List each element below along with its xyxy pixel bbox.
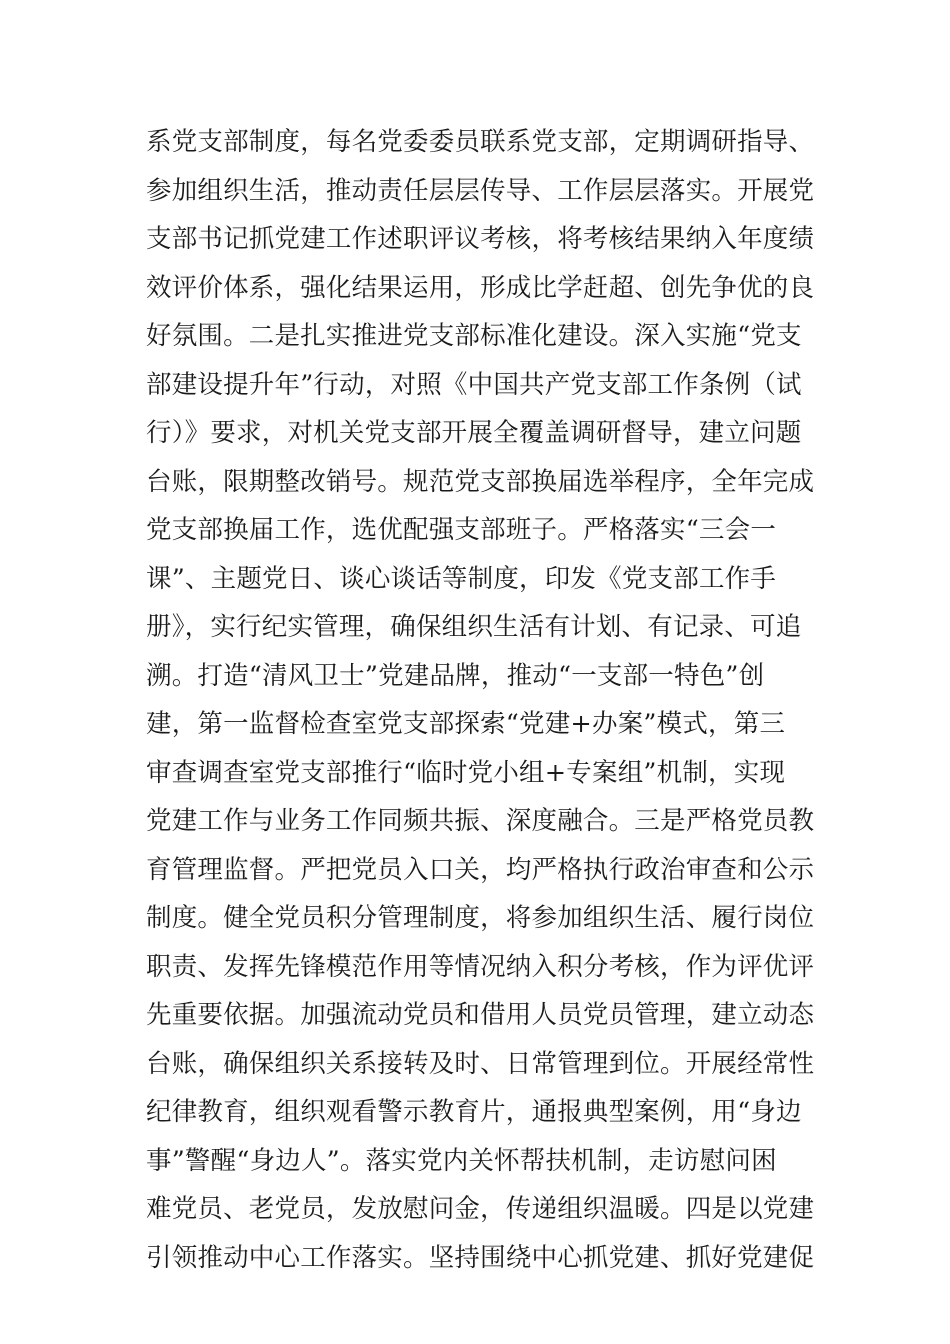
text-line: 建，第一监督检查室党支部探索“党建+办案”模式，第三 (146, 709, 786, 739)
text-line: 参加组织生活，推动责任层层传导、工作层层落实。开展党 (146, 175, 815, 206)
text-line: 党建工作与业务工作同频共振、深度融合。三是严格党员教 (146, 806, 815, 836)
text-line: 制度。健全党员积分管理制度，将参加组织生活、履行岗位 (146, 903, 815, 933)
text-line: 纪律教育，组织观看警示教育片，通报典型案例，用“身边 (146, 1097, 802, 1127)
text-line: 行）》要求，对机关党支部开展全覆盖调研督导，建立问题 (146, 418, 802, 448)
body-text (146, 118, 846, 1282)
text-line: 效评价体系，强化结果运用，形成比学赶超、创先争优的良 (146, 272, 815, 303)
text-line: 难党员、老党员，发放慰问金，传递组织温暖。四是以党建 (146, 1194, 815, 1224)
text-line: 支部书记抓党建工作述职评议考核，将考核结果纳入年度绩 (146, 224, 815, 254)
text-line: 台账，限期整改销号。规范党支部换届选举程序，全年完成 (146, 466, 815, 497)
text-line: 台账，确保组织关系接转及时、日常管理到位。开展经常性 (146, 1048, 815, 1079)
text-line: 党支部换届工作，选优配强支部班子。严格落实“三会一 (146, 515, 777, 545)
text-line: 事”警醒“身边人”。落实党内关怀帮扶机制，走访慰问困 (146, 1145, 777, 1176)
text-line: 册》，实行纪实管理，确保组织生活有计划、有记录、可追 (146, 612, 802, 642)
text-line: 审查调查室党支部推行“临时党小组+专案组”机制，实现 (146, 757, 786, 788)
text-line: 先重要依据。加强流动党员和借用人员党员管理，建立动态 (146, 1000, 815, 1030)
text-line: 好氛围。二是扎实推进党支部标准化建设。深入实施“党支 (146, 321, 802, 351)
text-line: 部建设提升年”行动，对照《中国共产党支部工作条例（试 (146, 369, 802, 400)
text-line: 育管理监督。严把党员入口关，均严格执行政治审查和公示 (146, 854, 815, 885)
text-line: 引领推动中心工作落实。坚持围绕中心抓党建、抓好党建促 (146, 1242, 815, 1273)
text-line: 职责、发挥先锋模范作用等情况纳入积分考核，作为评优评 (146, 951, 815, 982)
text-line: 系党支部制度，每名党委委员联系党支部，定期调研指导、 (146, 127, 815, 157)
text-line: 课”、主题党日、谈心谈话等制度，印发《党支部工作手 (146, 563, 777, 594)
text-line: 溯。打造“清风卫士”党建品牌，推动“一支部一特色”创 (146, 660, 765, 691)
